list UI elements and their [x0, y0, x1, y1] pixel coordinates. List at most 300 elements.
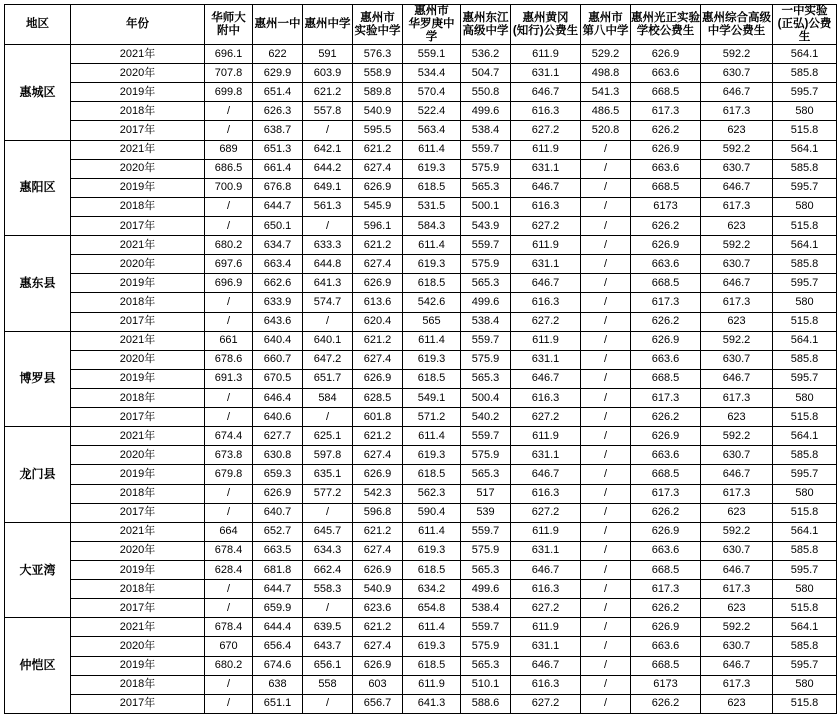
- score-cell: 696.9: [205, 274, 253, 293]
- score-cell: /: [581, 694, 631, 713]
- score-cell: 617.3: [701, 102, 773, 121]
- score-cell: 654.8: [403, 599, 461, 618]
- table-row: [5, 560, 837, 579]
- score-cell: 647.2: [303, 350, 353, 369]
- score-cell: 639.5: [303, 618, 353, 637]
- score-cell: /: [581, 388, 631, 407]
- column-header: [581, 5, 631, 45]
- score-cell: 575.9: [461, 637, 511, 656]
- score-cell: 670.5: [253, 369, 303, 388]
- score-cell: /: [581, 331, 631, 350]
- score-cell: /: [303, 503, 353, 522]
- score-cell: 538.4: [461, 121, 511, 140]
- score-cell: 631.1: [511, 64, 581, 83]
- score-cell: /: [581, 637, 631, 656]
- score-cell: 627.4: [353, 350, 403, 369]
- score-cell: 595.7: [773, 560, 837, 579]
- score-cell: 631.1: [511, 159, 581, 178]
- table-row: [5, 121, 837, 140]
- score-cell: 668.5: [631, 656, 701, 675]
- score-cell: 631.1: [511, 541, 581, 560]
- header-row: [5, 5, 837, 45]
- table-row: [5, 427, 837, 446]
- score-cell: 660.7: [253, 350, 303, 369]
- score-cell: 640.1: [303, 331, 353, 350]
- score-cell: 634.7: [253, 236, 303, 255]
- score-cell: 621.2: [303, 83, 353, 102]
- score-cell: 542.3: [353, 484, 403, 503]
- score-cell: 699.8: [205, 83, 253, 102]
- score-cell: 691.3: [205, 369, 253, 388]
- column-header-line: 惠州黄冈: [522, 11, 569, 24]
- year-cell: 2018年: [71, 293, 205, 312]
- score-cell: 626.9: [353, 560, 403, 579]
- score-cell: 644.7: [253, 580, 303, 599]
- score-cell: 646.7: [701, 465, 773, 484]
- score-cell: 656.1: [303, 656, 353, 675]
- score-cell: 623.6: [353, 599, 403, 618]
- score-cell: 559.7: [461, 427, 511, 446]
- score-cell: 580: [773, 388, 837, 407]
- table-row: [5, 503, 837, 522]
- year-cell: 2018年: [71, 675, 205, 694]
- score-cell: 646.4: [253, 388, 303, 407]
- score-cell: 616.3: [511, 675, 581, 694]
- score-cell: 618.5: [403, 560, 461, 579]
- score-cell: 515.8: [773, 312, 837, 331]
- score-cell: 678.4: [205, 541, 253, 560]
- score-cell: 510.1: [461, 675, 511, 694]
- score-cell: /: [581, 274, 631, 293]
- score-cell: 656.4: [253, 637, 303, 656]
- score-cell: 571.2: [403, 408, 461, 427]
- score-cell: 630.7: [701, 446, 773, 465]
- score-cell: 620.4: [353, 312, 403, 331]
- score-cell: 588.6: [461, 694, 511, 713]
- score-cell: 621.2: [353, 427, 403, 446]
- score-cell: 627.2: [511, 599, 581, 618]
- score-cell: 707.8: [205, 64, 253, 83]
- score-cell: 617.3: [701, 388, 773, 407]
- score-cell: 585.8: [773, 64, 837, 83]
- score-cell: 627.7: [253, 427, 303, 446]
- score-cell: /: [581, 656, 631, 675]
- score-cell: 595.7: [773, 83, 837, 102]
- year-cell: 2021年: [71, 331, 205, 350]
- column-header-line: 华师大: [211, 11, 246, 24]
- column-header: [461, 5, 511, 45]
- score-cell: 626.9: [631, 331, 701, 350]
- table-row: [5, 293, 837, 312]
- score-cell: 623: [701, 599, 773, 618]
- score-cell: 649.1: [303, 178, 353, 197]
- score-cell: 628.5: [353, 388, 403, 407]
- year-cell: 2019年: [71, 274, 205, 293]
- score-cell: 616.3: [511, 197, 581, 216]
- score-cell: 585.8: [773, 350, 837, 369]
- table-row: [5, 178, 837, 197]
- score-cell: 623: [701, 694, 773, 713]
- table-row: [5, 83, 837, 102]
- score-cell: 646.7: [511, 83, 581, 102]
- score-cell: 564.1: [773, 236, 837, 255]
- score-cell: /: [303, 312, 353, 331]
- score-cell: 642.1: [303, 140, 353, 159]
- score-cell: 616.3: [511, 580, 581, 599]
- year-cell: 2020年: [71, 159, 205, 178]
- year-cell: 2018年: [71, 388, 205, 407]
- score-cell: 646.7: [701, 83, 773, 102]
- score-cell: 617.3: [631, 293, 701, 312]
- score-cell: 595.7: [773, 369, 837, 388]
- score-cell: /: [205, 599, 253, 618]
- score-cell: 597.8: [303, 446, 353, 465]
- score-cell: 627.4: [353, 637, 403, 656]
- district-cell: 仲恺区: [5, 618, 71, 714]
- score-cell: 592.2: [701, 236, 773, 255]
- score-cell: 558.3: [303, 580, 353, 599]
- score-cell: 585.8: [773, 541, 837, 560]
- score-cell: 617.3: [631, 580, 701, 599]
- column-header-line: 惠州市: [588, 11, 623, 24]
- score-cell: 631.1: [511, 637, 581, 656]
- score-cell: 540.9: [353, 580, 403, 599]
- score-cell: 619.3: [403, 159, 461, 178]
- score-cell: 542.6: [403, 293, 461, 312]
- year-cell: 2019年: [71, 369, 205, 388]
- column-header: [403, 5, 461, 45]
- score-cell: 641.3: [403, 694, 461, 713]
- score-cell: 575.9: [461, 446, 511, 465]
- column-header: [303, 5, 353, 45]
- score-cell: /: [581, 312, 631, 331]
- score-cell: 663.6: [631, 350, 701, 369]
- score-cell: 627.2: [511, 312, 581, 331]
- score-cell: 534.4: [403, 64, 461, 83]
- score-cell: /: [581, 675, 631, 694]
- score-cell: 663.6: [631, 541, 701, 560]
- score-cell: 592.2: [701, 427, 773, 446]
- score-cell: 611.4: [403, 236, 461, 255]
- column-header: [511, 5, 581, 45]
- score-cell: 626.9: [353, 656, 403, 675]
- score-cell: 627.2: [511, 121, 581, 140]
- score-cell: 641.3: [303, 274, 353, 293]
- score-cell: 580: [773, 484, 837, 503]
- score-cell: 661.4: [253, 159, 303, 178]
- score-cell: 679.8: [205, 465, 253, 484]
- year-cell: 2019年: [71, 465, 205, 484]
- score-cell: 584.3: [403, 216, 461, 235]
- district-cell: 博罗县: [5, 331, 71, 427]
- score-cell: 498.8: [581, 64, 631, 83]
- score-cell: 611.4: [403, 618, 461, 637]
- column-header-line: 惠州市: [414, 5, 449, 17]
- score-cell: 577.2: [303, 484, 353, 503]
- score-cell: 644.4: [253, 618, 303, 637]
- score-cell: 619.3: [403, 255, 461, 274]
- score-cell: 644.2: [303, 159, 353, 178]
- score-cell: 545.9: [353, 197, 403, 216]
- score-cell: /: [581, 369, 631, 388]
- score-cell: /: [581, 484, 631, 503]
- score-cell: /: [205, 121, 253, 140]
- score-cell: 696.1: [205, 45, 253, 64]
- score-cell: 630.8: [253, 446, 303, 465]
- table-row: [5, 236, 837, 255]
- score-cell: 626.9: [631, 522, 701, 541]
- score-cell: 515.8: [773, 694, 837, 713]
- table-row: [5, 216, 837, 235]
- score-cell: 663.6: [631, 637, 701, 656]
- score-cell: 565.3: [461, 369, 511, 388]
- score-cell: 626.3: [253, 102, 303, 121]
- year-cell: 2020年: [71, 350, 205, 369]
- score-cell: 570.4: [403, 83, 461, 102]
- column-header-line: 惠州中学: [304, 18, 351, 30]
- score-cell: 626.2: [631, 121, 701, 140]
- column-header-line: 实验中学: [354, 24, 401, 37]
- score-cell: 540.2: [461, 408, 511, 427]
- score-cell: 592.2: [701, 522, 773, 541]
- score-cell: /: [581, 140, 631, 159]
- table-row: [5, 369, 837, 388]
- score-cell: 595.5: [353, 121, 403, 140]
- score-cell: 592.2: [701, 140, 773, 159]
- column-header: [631, 5, 701, 45]
- score-cell: 629.9: [253, 64, 303, 83]
- score-cell: 625.1: [303, 427, 353, 446]
- column-header-line: 惠州东江: [462, 11, 509, 24]
- score-cell: 662.4: [303, 560, 353, 579]
- score-cell: 626.9: [253, 484, 303, 503]
- column-header-line: 惠州一中: [254, 18, 301, 30]
- column-header-line: 附中: [217, 24, 240, 37]
- score-cell: 628.4: [205, 560, 253, 579]
- score-cell: 565.3: [461, 178, 511, 197]
- table-row: [5, 580, 837, 599]
- score-cell: 618.5: [403, 656, 461, 675]
- table-row: [5, 64, 837, 83]
- score-cell: 646.7: [511, 465, 581, 484]
- score-cell: 651.7: [303, 369, 353, 388]
- score-cell: 680.2: [205, 656, 253, 675]
- score-cell: 646.7: [701, 178, 773, 197]
- score-cell: 633.9: [253, 293, 303, 312]
- score-cell: /: [581, 522, 631, 541]
- score-cell: /: [581, 446, 631, 465]
- score-cell: 664: [205, 522, 253, 541]
- score-cell: 565.3: [461, 465, 511, 484]
- table-row: [5, 350, 837, 369]
- score-cell: /: [581, 541, 631, 560]
- column-header-line: (正弘)公费生: [777, 18, 832, 43]
- score-cell: 697.6: [205, 255, 253, 274]
- score-cell: 668.5: [631, 178, 701, 197]
- score-cell: /: [205, 102, 253, 121]
- score-cell: 564.1: [773, 331, 837, 350]
- score-cell: 611.4: [403, 140, 461, 159]
- score-cell: /: [205, 197, 253, 216]
- score-cell: 627.2: [511, 503, 581, 522]
- column-header: [773, 5, 837, 45]
- score-cell: 668.5: [631, 369, 701, 388]
- score-cell: 611.9: [511, 427, 581, 446]
- score-cell: 617.3: [701, 675, 773, 694]
- score-cell: 592.2: [701, 618, 773, 637]
- score-cell: 617.3: [701, 580, 773, 599]
- score-cell: /: [581, 350, 631, 369]
- score-cell: 656.7: [353, 694, 403, 713]
- score-cell: 626.9: [353, 178, 403, 197]
- score-cell: 646.7: [701, 560, 773, 579]
- score-cell: 661: [205, 331, 253, 350]
- score-cell: /: [205, 408, 253, 427]
- score-cell: 557.8: [303, 102, 353, 121]
- year-cell: 2020年: [71, 64, 205, 83]
- score-cell: 670: [205, 637, 253, 656]
- score-cell: 618.5: [403, 369, 461, 388]
- score-cell: 659.9: [253, 599, 303, 618]
- score-cell: 646.7: [511, 274, 581, 293]
- year-cell: 2019年: [71, 656, 205, 675]
- score-cell: 619.3: [403, 446, 461, 465]
- table-row: [5, 675, 837, 694]
- score-cell: 584: [303, 388, 353, 407]
- score-cell: 621.2: [353, 331, 403, 350]
- score-cell: 668.5: [631, 83, 701, 102]
- score-cell: 626.9: [631, 236, 701, 255]
- table-row: [5, 331, 837, 350]
- year-cell: 2017年: [71, 408, 205, 427]
- score-cell: 576.3: [353, 45, 403, 64]
- score-cell: 575.9: [461, 350, 511, 369]
- score-cell: 529.2: [581, 45, 631, 64]
- score-cell: 515.8: [773, 121, 837, 140]
- score-cell: 538.4: [461, 599, 511, 618]
- year-cell: 2018年: [71, 484, 205, 503]
- score-cell: 627.2: [511, 694, 581, 713]
- score-cell: 558: [303, 675, 353, 694]
- column-header: [253, 5, 303, 45]
- score-cell: 563.4: [403, 121, 461, 140]
- score-cell: 621.2: [353, 618, 403, 637]
- score-cell: 550.8: [461, 83, 511, 102]
- score-cell: 618.5: [403, 465, 461, 484]
- score-cell: 564.1: [773, 45, 837, 64]
- score-cell: 646.7: [511, 560, 581, 579]
- column-header-line: 第八中学: [582, 24, 629, 37]
- score-cell: 621.2: [353, 522, 403, 541]
- score-cell: 630.7: [701, 541, 773, 560]
- score-cell: /: [303, 694, 353, 713]
- year-cell: 2018年: [71, 197, 205, 216]
- score-cell: 611.9: [511, 618, 581, 637]
- column-header-line: 华罗庚中学: [408, 18, 455, 43]
- score-cell: 575.9: [461, 255, 511, 274]
- score-cell: /: [205, 694, 253, 713]
- year-cell: 2017年: [71, 599, 205, 618]
- score-cell: 627.2: [511, 408, 581, 427]
- score-cell: 651.3: [253, 140, 303, 159]
- score-cell: 646.7: [511, 178, 581, 197]
- score-cell: /: [303, 599, 353, 618]
- column-header-line: 中学公费生: [707, 24, 766, 37]
- score-cell: 646.7: [511, 369, 581, 388]
- score-cell: 663.6: [631, 446, 701, 465]
- score-cell: 618.5: [403, 178, 461, 197]
- score-cell: 520.8: [581, 121, 631, 140]
- score-cell: 580: [773, 675, 837, 694]
- score-cell: /: [581, 580, 631, 599]
- table-row: [5, 312, 837, 331]
- score-cell: 631.1: [511, 446, 581, 465]
- score-cell: 626.9: [353, 465, 403, 484]
- score-cell: 564.1: [773, 140, 837, 159]
- score-cell: 611.9: [511, 45, 581, 64]
- score-cell: 680.2: [205, 236, 253, 255]
- score-cell: /: [581, 255, 631, 274]
- score-cell: 595.7: [773, 656, 837, 675]
- table-row: [5, 599, 837, 618]
- score-cell: 499.6: [461, 293, 511, 312]
- table-row: [5, 388, 837, 407]
- score-cell: 650.1: [253, 216, 303, 235]
- column-header: [205, 5, 253, 45]
- score-cell: 580: [773, 102, 837, 121]
- score-cell: 674.4: [205, 427, 253, 446]
- score-cell: 499.6: [461, 580, 511, 599]
- score-cell: 611.9: [511, 331, 581, 350]
- score-cell: 611.4: [403, 522, 461, 541]
- score-cell: 626.2: [631, 408, 701, 427]
- score-cell: 617.3: [631, 388, 701, 407]
- score-cell: 515.8: [773, 503, 837, 522]
- score-cell: 562.3: [403, 484, 461, 503]
- score-cell: 626.9: [631, 618, 701, 637]
- score-cell: 640.6: [253, 408, 303, 427]
- score-cell: 678.4: [205, 618, 253, 637]
- score-cell: /: [205, 312, 253, 331]
- score-cell: 668.5: [631, 560, 701, 579]
- year-cell: 2017年: [71, 312, 205, 331]
- score-cell: 626.2: [631, 599, 701, 618]
- score-cell: 668.5: [631, 465, 701, 484]
- score-cell: 6173: [631, 675, 701, 694]
- score-cell: 515.8: [773, 599, 837, 618]
- score-cell: 627.4: [353, 159, 403, 178]
- score-cell: 595.7: [773, 274, 837, 293]
- score-cell: 644.7: [253, 197, 303, 216]
- year-cell: 2019年: [71, 178, 205, 197]
- year-cell: 2018年: [71, 102, 205, 121]
- score-cell: 611.9: [511, 140, 581, 159]
- score-cell: 499.6: [461, 102, 511, 121]
- score-cell: 626.2: [631, 503, 701, 522]
- score-cell: 611.9: [511, 236, 581, 255]
- year-cell: 2017年: [71, 694, 205, 713]
- score-cell: 611.4: [403, 331, 461, 350]
- admission-score-table: [4, 4, 837, 714]
- table-row: [5, 637, 837, 656]
- score-cell: 559.7: [461, 522, 511, 541]
- score-cell: 663.5: [253, 541, 303, 560]
- score-cell: 616.3: [511, 102, 581, 121]
- score-cell: 617.3: [701, 484, 773, 503]
- score-cell: /: [205, 503, 253, 522]
- score-cell: /: [205, 675, 253, 694]
- year-cell: 2021年: [71, 522, 205, 541]
